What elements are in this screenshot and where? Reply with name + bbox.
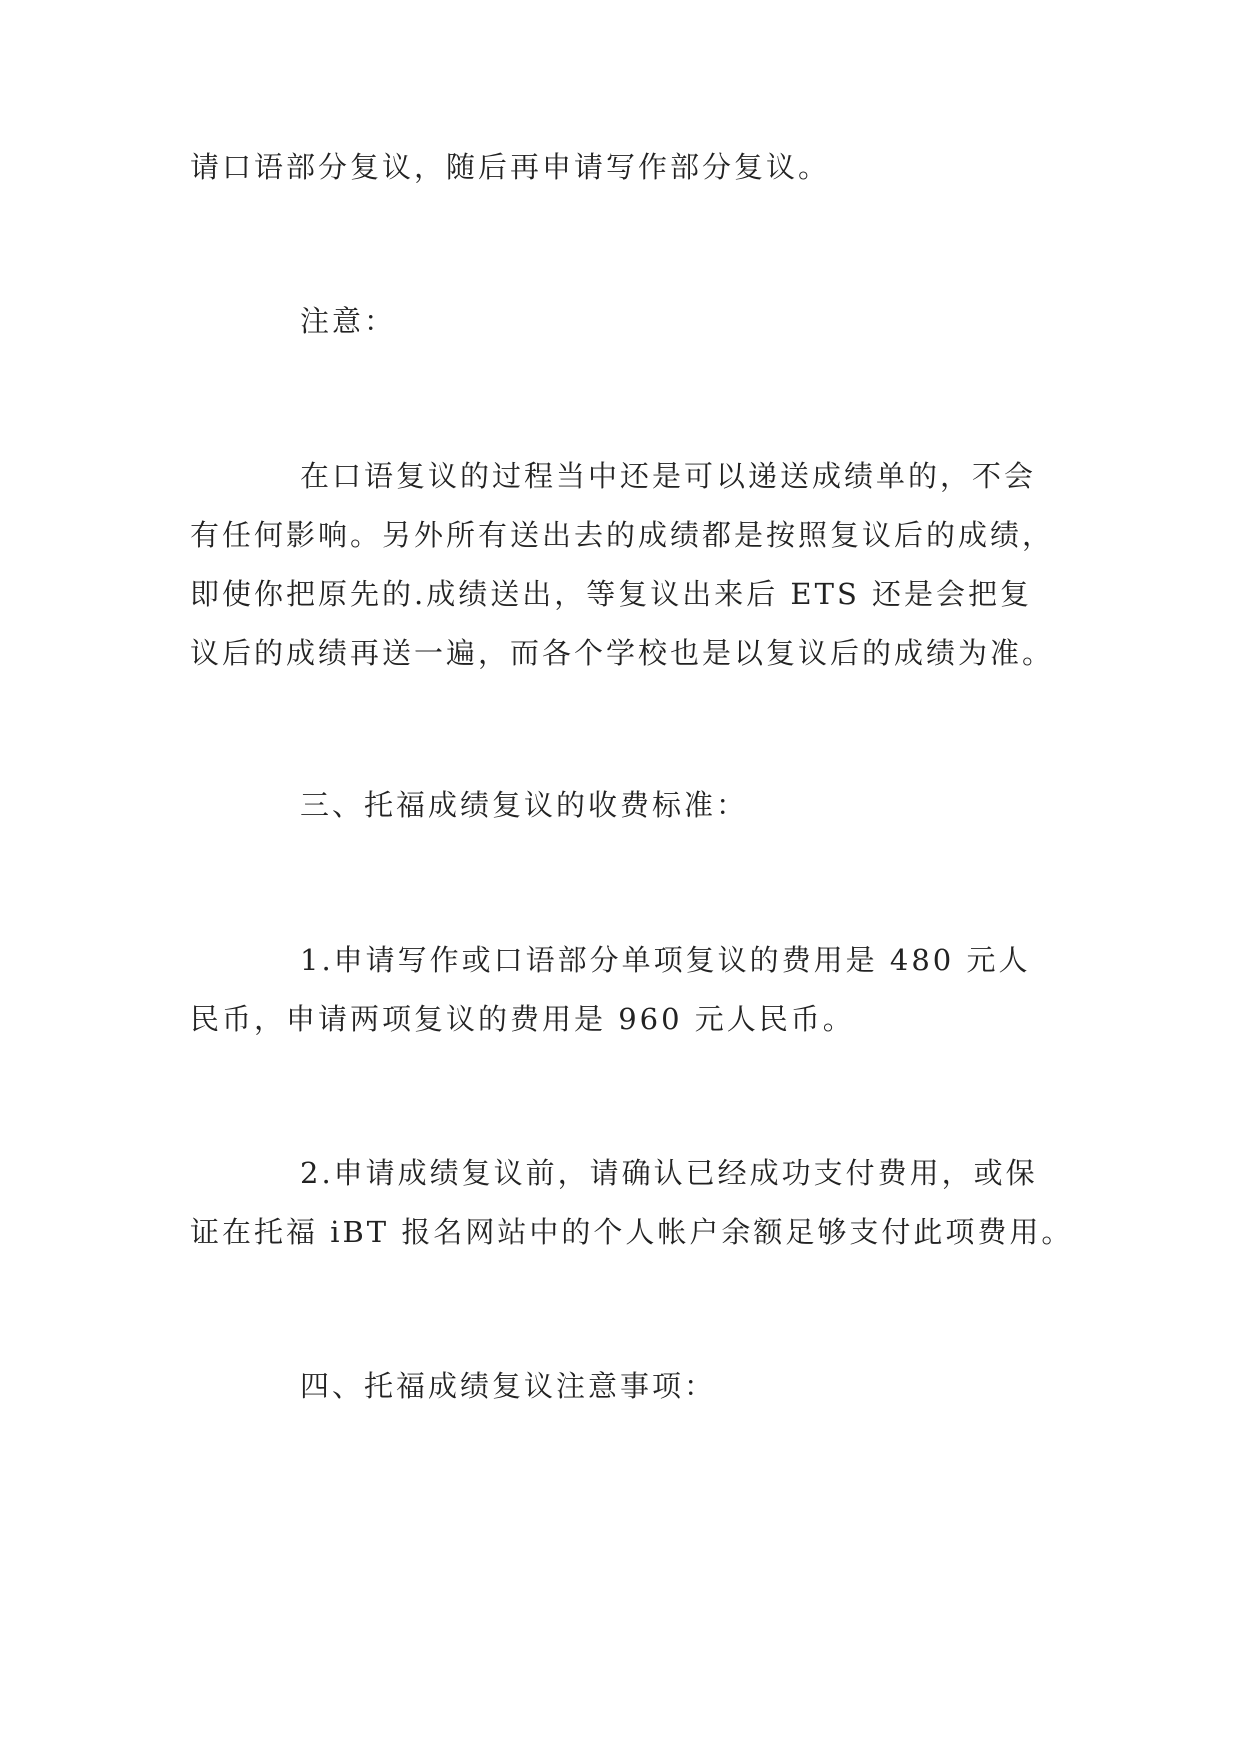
section-heading-fees bbox=[190, 776, 1060, 835]
paragraph-line: 请口语部分复议，随后再申请写作部分复议。 bbox=[190, 150, 831, 184]
paragraph-line: 四、托福成绩复议注意事项： bbox=[300, 1369, 717, 1403]
section-heading-notes bbox=[190, 1357, 1060, 1416]
paragraph-line: 1.申请写作或口语部分单项复议的费用是 480 元人 bbox=[300, 943, 1031, 977]
paragraph-line: 有任何影响。另外所有送出去的成绩都是按照复议后的成绩， bbox=[190, 518, 1055, 552]
paragraph-note-body bbox=[190, 447, 1060, 683]
paragraph-line: 三、托福成绩复议的收费标准： bbox=[300, 788, 749, 822]
paragraph-continuation bbox=[190, 138, 1060, 197]
paragraph-line: 2.申请成绩复议前，请确认已经成功支付费用，或保 bbox=[300, 1156, 1038, 1190]
paragraph-line: 在口语复议的过程当中还是可以递送成绩单的，不会 bbox=[300, 459, 1037, 493]
paragraph-note-heading bbox=[190, 292, 1060, 351]
paragraph-line: 证在托福 iBT 报名网站中的个人帐户余额足够支付此项费用。 bbox=[190, 1215, 1074, 1249]
paragraph-line: 即使你把原先的.成绩送出，等复议出来后 ETS 还是会把复 bbox=[190, 577, 1033, 611]
paragraph-line: 议后的成绩再送一遍，而各个学校也是以复议后的成绩为准。 bbox=[190, 636, 1055, 670]
list-item-fee-2 bbox=[190, 1144, 1074, 1262]
list-item-fee-1 bbox=[190, 931, 1060, 1049]
paragraph-line: 注意： bbox=[300, 304, 397, 338]
paragraph-line: 民币，申请两项复议的费用是 960 元人民币。 bbox=[190, 1002, 855, 1036]
